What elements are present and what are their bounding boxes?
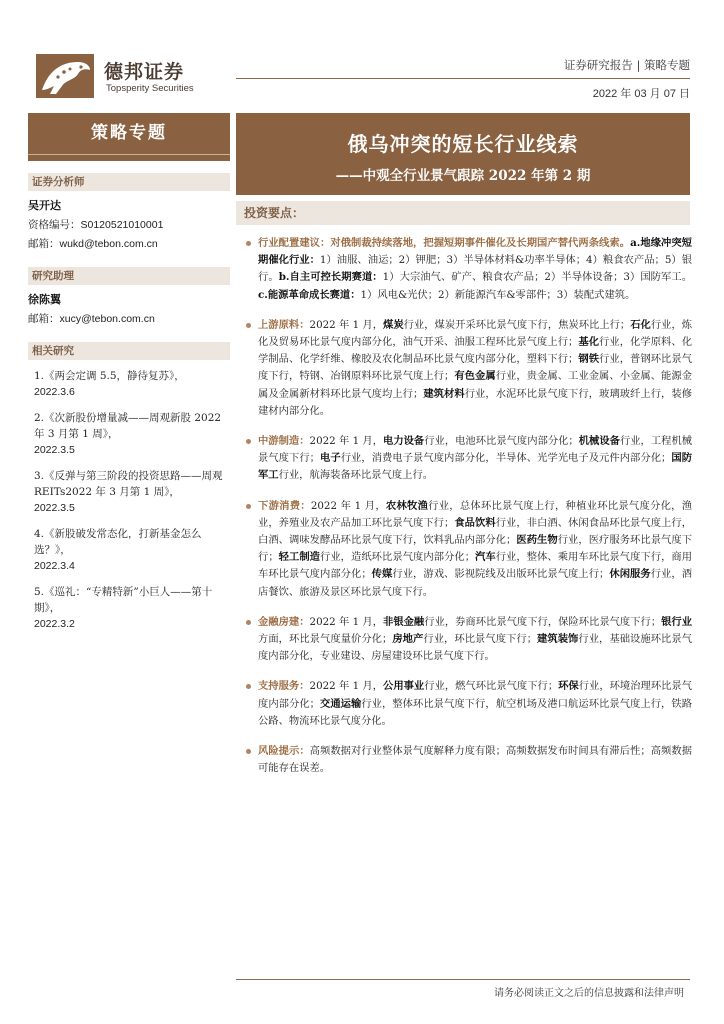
- email-label: 邮箱：: [28, 238, 60, 250]
- company-logo: [34, 46, 224, 102]
- bullet-risk: 风险提示：高频数据对行业整体景气度解释力度有限；高频数据发布时间具有滞后性；高频数据可能存在误差。: [244, 743, 692, 777]
- list-item[interactable]: 1.《两会定调 5.5，静待复苏》， 2022.3.6: [34, 370, 185, 398]
- email-value[interactable]: xucy@tebon.com.cn: [59, 313, 155, 325]
- key-points-list: [244, 235, 692, 790]
- report-date: 2022 年 03 月 07 日: [592, 88, 690, 100]
- assistant-email: [28, 311, 230, 326]
- related-research-list: [28, 368, 230, 632]
- sidebar: [28, 113, 230, 642]
- list-item[interactable]: 5.《巡礼：“专精特新”小巨人——第十期》， 2022.3.2: [34, 586, 213, 630]
- report-title-banner: [236, 113, 690, 195]
- leopard-logo-icon: [34, 50, 96, 100]
- footer-divider: [236, 979, 690, 980]
- email-label: 邮箱：: [28, 313, 60, 325]
- logo-text-en: Topsperity Securities: [106, 83, 194, 94]
- assistant-name: 徐陈翼: [28, 293, 61, 306]
- list-item[interactable]: 4.《新股破发常态化，打新基金怎么选？》， 2022.3.4: [34, 528, 202, 572]
- disclaimer-notice: 请务必阅读正文之后的信息披露和法律声明: [494, 988, 684, 999]
- email-value[interactable]: wukd@tebon.com.cn: [59, 238, 158, 250]
- bullet-midstream: 中游制造：2022 年 1 月，电力设备行业，电池环比景气度内部分化；机械设备行业，工程机械景气度下行；电子行业，消费电子景气度内部分化，半导体、光学光电子及元件内部分化；国防军工行业，航海装备环比景气度上行。: [244, 433, 692, 485]
- doc-type-label: 证券研究报告 | 策略专题: [563, 58, 690, 72]
- key-points-heading: 投资要点：: [236, 201, 690, 225]
- bullet-downstream: 下游消费：2022 年 1 月，农林牧渔行业，总体环比景气度上行，种植业环比景气度分化，渔业，养殖业及农产品加工环比景气度下行；食品饮料行业，非白酒、休闲食品环比景气度上行，白酒、调味发酵品环比景气度下行，饮料乳品内部分化；医药生物行业，医疗服务环比景气度下行；轻工制造行业，造纸环比景气度内部分化；汽车行业，整体、乘用车环比景气度下行，商用车环比景气度内部分化；传媒行业，游戏、影视院线及出版环比景气度上行；休闲服务行业，酒店餐饮、旅游及景区环比景气度下行。: [244, 498, 692, 601]
- bullet-upstream: 上游原料：2022 年 1 月，煤炭行业，煤炭开采环比景气度下行，焦炭环比上行；石化行业，炼化及贸易环比景气度内部分化，油气开采、油服工程环比景气度上行；基化行业，化学原料、化学制品、化学纤维、橡胶及农化制品环比景气度内部分化，塑料下行；钢铁行业，普钢环比景气度下行，特钢、冶钢原料环比景气度上行；有色金属行业，贵金属、工业金属、小金属、能源金属及金属新材料环比景气度均上行；建筑材料行业，水泥环比景气度下行，玻璃玻纤上行，装修建材内部分化。: [244, 317, 692, 420]
- bullet-finance-property: 金融房建：2022 年 1 月，非银金融行业，券商环比景气度下行，保险环比景气度下行；银行业方面，环比景气度量价分化；房地产行业，环比景气度下行；建筑装饰行业，基础设施环比景气度内部分化，专业建设、房屋建设环比景气度下行。: [244, 614, 692, 666]
- report-title: 俄乌冲突的短长行业线索: [347, 132, 579, 156]
- cert-label: 资格编号：: [28, 219, 81, 231]
- bullet-allocation: 行业配置建议：对俄制裁持续落地，把握短期事件催化及长期国产替代两条线索。a.地缘冲突短期催化行业：1）油服、油运；2）钾肥；3）半导体材料&功率半导体；4）粮食农产品；5）银行。b.自主可控长期赛道：1）大宗油气、矿产、粮食农产品；2）半导体设备；3）国防军工。c.能源革命成长赛道：1）风电&光伏；2）新能源汽车&零部件；3）装配式建筑。: [244, 235, 692, 304]
- analyst-section-title: 证券分析师: [28, 173, 230, 191]
- analyst-email: [28, 236, 230, 251]
- cert-value: S0120521010001: [80, 219, 164, 231]
- related-section-title: 相关研究: [28, 342, 230, 360]
- logo-text-cn: 德邦证券: [104, 61, 185, 83]
- header-divider: [236, 78, 690, 79]
- list-item[interactable]: 3.《反弹与第三阶段的投资思路——周观 REITs2022 年 3 月第 1 周》， 2022.3.5: [34, 470, 223, 514]
- analyst-name: 吴开达: [28, 199, 61, 212]
- report-subtitle: ——中观全行业景气跟踪 2022 年第 2 期: [335, 168, 591, 184]
- analyst-cert: [28, 217, 230, 232]
- assistant-section-title: 研究助理: [28, 267, 230, 285]
- bullet-support-services: 支持服务：2022 年 1 月，公用事业行业，燃气环比景气度下行；环保行业，环境治理环比景气度内部分化；交通运输行业，整体环比景气度下行，航空机场及港口航运环比景气度上行，铁路公路、物流环比景气度分化。: [244, 678, 692, 730]
- category-banner: 策略专题: [28, 113, 230, 161]
- list-item[interactable]: 2.《次新股份增量减——周观新股 2022 年 3 月第 1 周》， 2022.3.5: [34, 412, 222, 456]
